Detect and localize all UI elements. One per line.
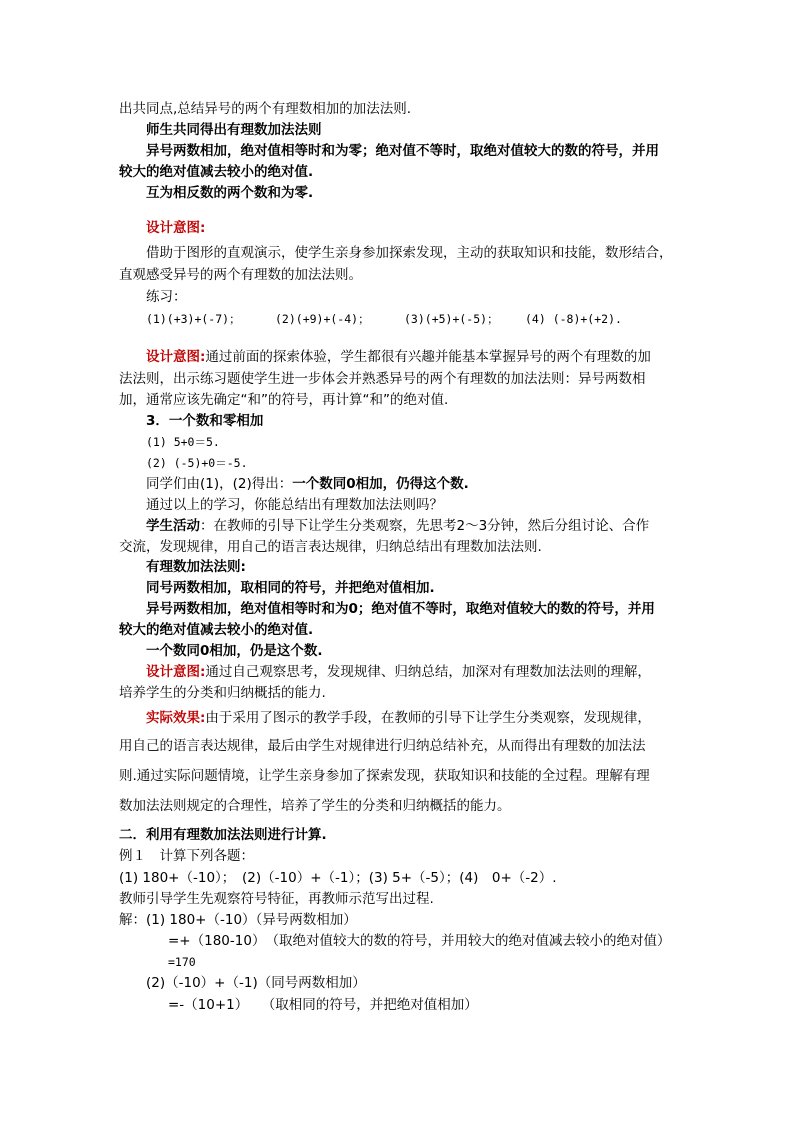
text-line: 教师引导学生先观察符号特征，再教师示范写出过程.: [119, 891, 434, 907]
paragraph-line: [146, 708, 651, 728]
paragraph-line: [146, 474, 469, 494]
text-span: 通过前面的探索体验，学生都很有兴趣并能基本掌握异号的两个有理数的加: [205, 349, 651, 365]
section-title: 二．利用有理数加法法则进行计算.: [119, 827, 327, 843]
text-line: 用自己的语言表达规律，最后由学生对规律进行归纳总结补充，从而得出有理数的加法法: [119, 738, 646, 754]
exercise-item: (2)(+9)+(-4)；: [275, 312, 370, 326]
design-intent-label: 设计意图:: [146, 349, 206, 365]
rule-text: 同号两数相加，取相同的符号，并把绝对值相加.: [146, 580, 435, 596]
solution-line: (2)（-10）+（-1)（同号两数相加）: [146, 975, 366, 991]
text-line: 加，通常应该先确定“和”的符号，再计算“和”的绝对值.: [119, 392, 449, 408]
solution-line: 解：(1) 180+（-10）（异号两数相加）: [119, 912, 357, 928]
text-line: 直观感受异号的两个有理数的加法法则。: [119, 267, 362, 283]
rule-text: 一个数同0相加，仍得这个数.: [292, 476, 469, 492]
exercise-item: (3)(+5)+(-5)；: [404, 312, 499, 326]
rule-text: 一个数同0相加，仍是这个数.: [146, 643, 323, 659]
text-line: 通过以上的学习，你能总结出有理数加法法则吗？: [146, 497, 443, 513]
text-line: 交流，发现规律，用自己的语言表达规律，归纳总结出有理数加法法则.: [119, 539, 542, 555]
solution-line: =+（180-10） （取绝对值较大的数的符号，并用较大的绝对值减去较小的绝对值）: [168, 933, 671, 949]
effect-label: 实际效果:: [146, 710, 206, 726]
text-span: 同学们由(1)，(2)得出：: [146, 476, 293, 492]
rule-text: 异号两数相加，绝对值相等时和为0；绝对值不等时，取绝对值较大的数的符号，并用: [146, 601, 655, 617]
rule-text: 异号两数相加，绝对值相等时和为零；绝对值不等时，取绝对值较大的数的符号，并用: [146, 143, 659, 159]
paragraph-line: [146, 662, 651, 682]
paragraph-line: [146, 516, 649, 536]
text-span: 由于采用了图示的教学手段，在教师的引导下让学生分类观察，发现规律，: [205, 710, 651, 726]
exercise-item: (4) (-8)+(+2).: [525, 312, 622, 326]
example-problems: (1) 180+（-10）； (2)（-10）+（-1）；(3) 5+（-5）；(4) 0+（-2）.: [119, 870, 557, 886]
text-span: 通过自己观察思考，发现规律、归纳总结，加深对有理数加法法则的理解，: [205, 664, 651, 680]
text-line: 出共同点,总结异号的两个有理数相加的加法法则.: [119, 101, 412, 117]
rule-text: 较大的绝对值减去较小的绝对值.: [119, 622, 314, 638]
design-intent-label: 设计意图:: [146, 220, 206, 236]
example-line: (2) (-5)+0＝-5.: [146, 456, 248, 470]
text-line: 法法则，出示练习题使学生进一步体会并熟悉异号的两个有理数的加法法则：异号两数相: [119, 371, 646, 387]
example-line: (1) 5+0＝5.: [146, 435, 220, 449]
exercise-label: 练习：: [146, 289, 187, 305]
exercise-item: (1)(+3)+(-7)；: [146, 312, 241, 326]
text-span: ：在教师的引导下让学生分类观察，先思考2～3分钟，然后分组讨论、合作: [200, 518, 650, 534]
text-line: 培养学生的分类和归纳概括的能力.: [119, 685, 326, 701]
rule-text: 互为相反数的两个数和为零.: [146, 185, 314, 201]
text-line: 借助于图形的直观演示，使学生亲身参加探索发现，主动的获取知识和技能，数形结合，: [146, 245, 673, 261]
design-intent-label: 设计意图:: [146, 664, 206, 680]
heading-rule-summary: 师生共同得出有理数加法法则: [146, 122, 322, 138]
text-line: 则.通过实际问题情境，让学生亲身参加了探索发现，获取知识和技能的全过程。理解有理: [119, 768, 650, 784]
paragraph-line: [146, 347, 651, 367]
rules-title: 有理数加法法则:: [146, 559, 246, 575]
section-title: 3．一个数和零相加: [146, 413, 264, 429]
solution-line: =-（10+1） （取相同的符号，并把绝对值相加）: [168, 997, 478, 1013]
text-line: 数加法法则规定的合理性，培养了学生的分类和归纳概括的能力。: [119, 798, 511, 814]
rule-text: 较大的绝对值减去较小的绝对值.: [119, 164, 314, 180]
example-title: 例１ 计算下列各题：: [119, 848, 254, 864]
solution-line: =170: [168, 955, 196, 969]
activity-label: 学生活动: [146, 518, 200, 534]
